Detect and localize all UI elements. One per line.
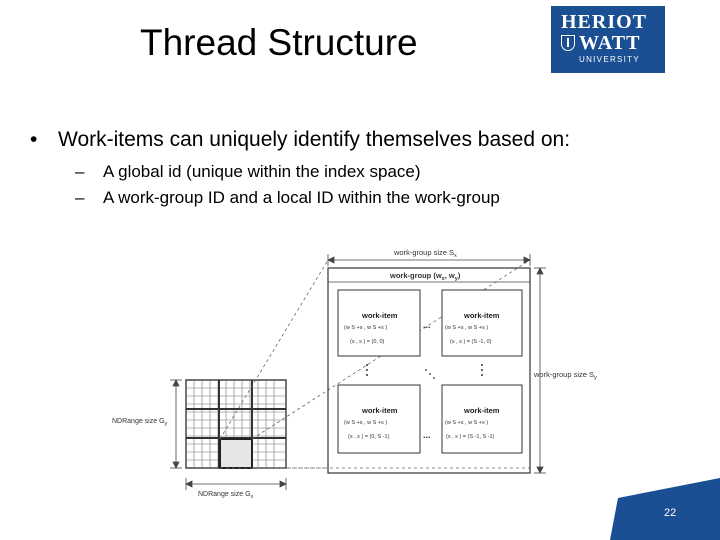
crest-icon	[561, 35, 575, 51]
ndrange-diagram	[110, 240, 610, 510]
ndrange-size-x-label: NDRange size $G_x$	[198, 491, 254, 500]
sub-bullet-text: A work-group ID and a local ID within the work-group	[103, 188, 500, 207]
ellipsis-horizontal: ...	[423, 320, 431, 330]
logo-row2	[561, 33, 659, 53]
sub-bullet-list	[30, 159, 570, 211]
sub-bullet	[75, 159, 570, 185]
svg-text:work-item: work-item	[464, 406, 500, 415]
work-item-box	[338, 385, 420, 453]
svg-text:(s , s ) = (S -1, 0): (s , s ) = (S -1, 0)	[450, 339, 492, 345]
ndrange-grid	[186, 380, 286, 468]
svg-text:(s , s ) = (0, 0): (s , s ) = (0, 0)	[350, 339, 385, 345]
svg-text:work-item: work-item	[362, 311, 398, 320]
svg-text:(s , s ) = (S -1, S -1): (s , s ) = (S -1, S -1)	[446, 434, 495, 440]
bullet-list	[30, 127, 570, 211]
svg-text:(w S +s , w S +s ): (w S +s , w S +s )	[445, 420, 489, 426]
ellipsis-vertical	[366, 364, 483, 376]
work-item-box	[442, 290, 522, 356]
work-group-label: work-group ($w_x$, $w_y$)	[390, 271, 461, 282]
svg-text:(s , s ) = (0, S -1): (s , s ) = (0, S -1)	[348, 434, 390, 440]
ellipsis-horizontal: ...	[423, 430, 431, 440]
logo-line3: UNIVERSITY	[579, 55, 641, 64]
svg-text:work-item: work-item	[362, 406, 398, 415]
work-item-box	[338, 290, 420, 356]
dash-icon: –	[75, 188, 85, 207]
ndrange-size-y-arrow	[170, 380, 182, 468]
logo-line2: WATT	[579, 32, 641, 54]
svg-text:work-item: work-item	[464, 311, 500, 320]
dash-icon: –	[75, 162, 85, 181]
sub-bullet	[75, 185, 570, 211]
svg-text:(w S +s , w S +s ): (w S +s , w S +s )	[344, 420, 388, 426]
work-group-size-x-label: work-group size $S_x$	[394, 248, 457, 259]
page-number: 22	[664, 507, 677, 519]
svg-text:(w S +s , w S +s ): (w S +s , w S +s )	[344, 325, 388, 331]
ndrange-size-x-arrow	[186, 478, 286, 490]
ellipsis-diagonal	[425, 369, 435, 379]
heriot-watt-logo	[551, 6, 665, 73]
bullet-main	[30, 127, 570, 211]
ndrange-size-y-label: NDRange size $G_y$	[112, 418, 168, 427]
slide-title: Thread Structure	[140, 22, 418, 63]
ndrange-diagram-svg	[110, 240, 610, 510]
bullet-main-text: Work-items can uniquely identify themselves based on:	[58, 128, 571, 151]
work-item-box	[442, 385, 522, 453]
bullet-dot-icon: •	[30, 128, 38, 151]
logo-line1: HERIOT	[561, 11, 648, 33]
svg-text:(w S +s , w S +s ): (w S +s , w S +s )	[445, 325, 489, 331]
sub-bullet-text: A global id (unique within the index space)	[103, 162, 421, 181]
work-group-size-y-label: work-group size $S_y$	[534, 370, 597, 381]
